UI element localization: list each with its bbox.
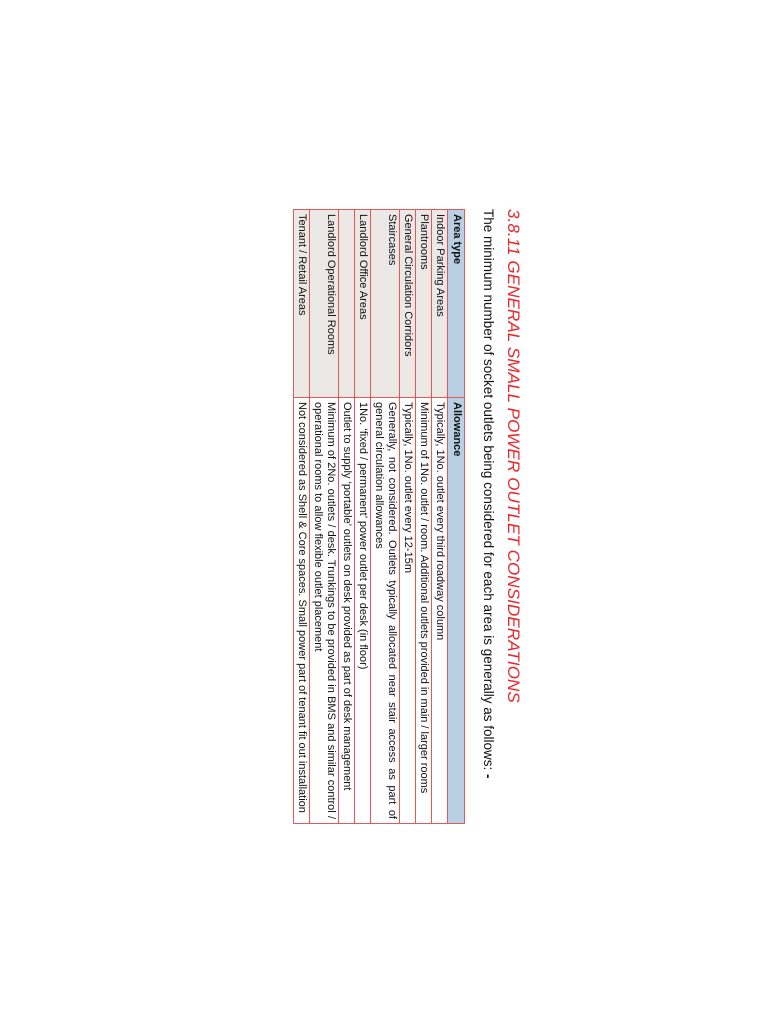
table-row bbox=[355, 210, 371, 824]
intro-text: The minimum number of socket outlets being considered for each area is generally as follows: bbox=[481, 209, 496, 771]
allowance-cell: Typically, 1No. outlet every 12-15m bbox=[400, 398, 416, 824]
area-cell: Landlord Operational Rooms bbox=[310, 210, 339, 398]
allowance-cell: Typically, 1No. outlet every third roadway column bbox=[432, 398, 448, 824]
area-cell: Tenant / Retail Areas bbox=[294, 210, 310, 398]
allowance-cell: Minimum of 1No. outlet / room. Additional outlets provided in main / larger rooms bbox=[416, 398, 432, 824]
area-cell: Staircases bbox=[371, 210, 400, 398]
table-row bbox=[400, 210, 416, 824]
allowance-cell: Minimum of 2No. outlets / desk. Trunkings to be provided in BMS and similar control / operational rooms to allow flexible outlet placement bbox=[310, 398, 339, 824]
allowance-cell: 1No. ‘fixed / permanent’ power outlet per desk (in floor) bbox=[355, 398, 371, 824]
area-cell: Indoor Parking Areas bbox=[432, 210, 448, 398]
intro-suffix: - bbox=[481, 770, 496, 779]
table-row bbox=[371, 210, 400, 824]
section-heading: 3.8.11 GENERAL SMALL POWER OUTLET CONSIDERATIONS bbox=[504, 209, 523, 703]
header-area-type: Area type bbox=[448, 210, 465, 398]
area-cell: Plantrooms bbox=[416, 210, 432, 398]
allowance-cell: Outlet to supply ‘portable’ outlets on desk provided as part of desk management bbox=[339, 398, 355, 824]
table-row bbox=[294, 210, 310, 824]
allowance-table bbox=[293, 209, 465, 824]
area-cell bbox=[339, 210, 355, 398]
allowance-cell: Not considered as Shell & Core spaces. Small power part of tenant fit out installation bbox=[294, 398, 310, 824]
header-allowance: Allowance bbox=[448, 398, 465, 824]
allowance-cell: Generally, not considered. Outlets typically allocated near stair access as part of general circulation allowances bbox=[371, 398, 400, 824]
area-cell: Landlord Office Areas bbox=[355, 210, 371, 398]
area-cell: General Circulation Corridors bbox=[400, 210, 416, 398]
table-row bbox=[310, 210, 339, 824]
table-header-row bbox=[448, 210, 465, 824]
intro-paragraph bbox=[481, 209, 496, 779]
table-row bbox=[416, 210, 432, 824]
table-row bbox=[339, 210, 355, 824]
table-row bbox=[432, 210, 448, 824]
